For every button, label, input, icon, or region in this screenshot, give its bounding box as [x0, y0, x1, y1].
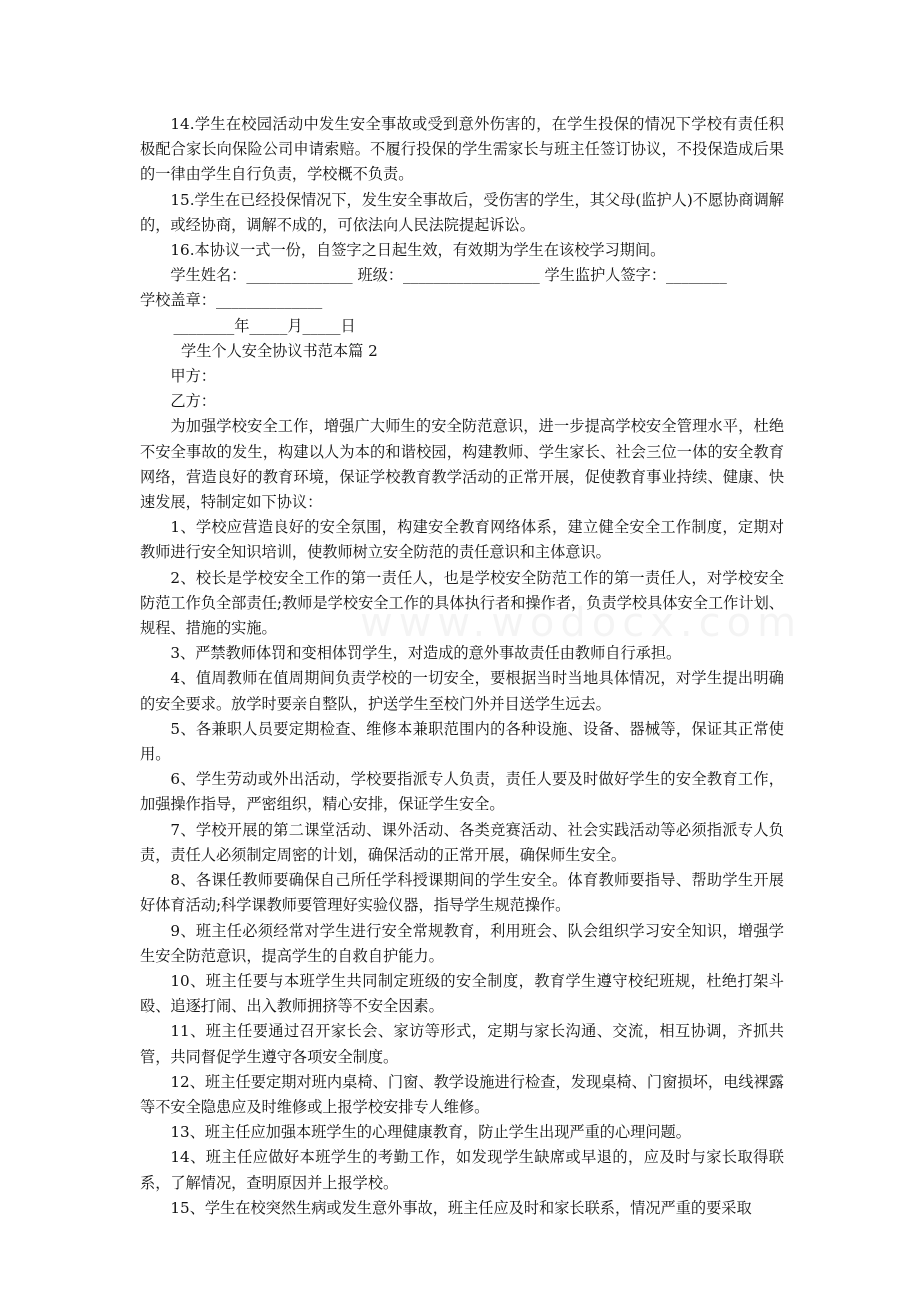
clause-15: 15.学生在已经投保情况下，发生安全事故后，受伤害的学生，其父母(监护人)不愿协商调解的，或经协商，调解不成的，可依法向人民法院提起诉讼。 — [140, 190, 784, 234]
agreement-item: 6、学生劳动或外出活动，学校要指派专人负责，责任人要及时做好学生的安全教育工作，加强操作指导，严密组织，精心安排，保证学生安全。 — [140, 770, 784, 814]
agreement-item: 2、校长是学校安全工作的第一责任人，也是学校安全防范工作的第一责任人，对学校安全防范工作负全部责任;教师是学校安全工作的具体执行者和操作者，负责学校具体安全工作计划、规程、措施的实施。 — [140, 568, 784, 638]
agreement-item: 4、值周教师在值周期间负责学校的一切安全，要根据当时当地具体情况，对学生提出明确的安全要求。放学时要亲自整队，护送学生至校门外并目送学生远去。 — [140, 669, 784, 713]
party-a-label: 甲方： — [170, 367, 216, 386]
school-seal-line: 学校盖章：______________ — [140, 291, 323, 310]
clause-14: 14.学生在校园活动中发生安全事故或受到意外伤害的，在学生投保的情况下学校有责任积极配合家长向保险公司申请索赔。不履行投保的学生需家长与班主任签订协议，不投保造成后果的一律由学生自行负责，学校概不负责。 — [140, 115, 784, 184]
agreement-item: 14、班主任应做好本班学生的考勤工作，如发现学生缺席或早退的，应及时与家长取得联系，了解情况，查明原因并上报学校。 — [140, 1148, 784, 1192]
clause-16: 16.本协议一式一份，自签字之日起生效，有效期为学生在该校学习期间。 — [170, 241, 666, 260]
agreement-item: 15、学生在校突然生病或发生意外事故，班主任应及时和家长联系，情况严重的要采取 — [170, 1198, 752, 1217]
agreement-item: 11、班主任要通过召开家长会、家访等形式，定期与家长沟通、交流，相互协调，齐抓共管，共同督促学生遵守各项安全制度。 — [140, 1022, 784, 1066]
agreement-item: 12、班主任要定期对班内桌椅、门窗、教学设施进行检查，发现桌椅、门窗损坏，电线裸露等不安全隐患应及时维修或上报学校安排专人维修。 — [140, 1072, 784, 1116]
signature-line: 学生姓名：______________ 班级：__________________ 学生监护人签字：________ — [170, 266, 727, 285]
document-body — [140, 112, 784, 1221]
date-line: ________年_____月_____日 — [173, 316, 356, 335]
agreement-item: 5、各兼职人员要定期检查、维修本兼职范围内的各种设施、设备、器械等，保证其正常使用。 — [140, 719, 784, 764]
agreement-item: 10、班主任要与本班学生共同制定班级的安全制度，教育学生遵守校纪班规，杜绝打架斗殴、追逐打闹、出入教师拥挤等不安全因素。 — [140, 971, 784, 1016]
intro-paragraph: 为加强学校安全工作，增强广大师生的安全防范意识，进一步提高学校安全管理水平，杜绝不安全事故的发生，构建以人为本的和谐校园，构建教师、学生家长、社会三位一体的安全教育网络，营造良好的教育环境，保证学校教育教学活动的正常开展，促使教育事业持续、健康、快速发展，特制定如下协议： — [140, 417, 784, 512]
section-title: 学生个人安全协议书范本篇 2 — [181, 341, 378, 360]
party-b-label: 乙方： — [170, 392, 216, 411]
agreement-item: 13、班主任应加强本班学生的心理健康教育，防止学生出现严重的心理问题。 — [170, 1123, 691, 1142]
agreement-item: 1、学校应营造良好的安全氛围，构建安全教育网络体系，建立健全安全工作制度，定期对教师进行安全知识培训，使教师树立安全防范的责任意识和主体意识。 — [140, 518, 784, 562]
agreement-item: 9、班主任必须经常对学生进行安全常规教育，利用班会、队会组织学习安全知识，增强学生安全防范意识，提高学生的自救自护能力。 — [140, 921, 784, 965]
agreement-item: 7、学校开展的第二课堂活动、课外活动、各类竞赛活动、社会实践活动等必须指派专人负责，责任人必须制定周密的计划，确保活动的正常开展，确保师生安全。 — [140, 820, 784, 864]
agreement-item: 8、各课任教师要确保自己所任学科授课期间的学生安全。体育教师要指导、帮助学生开展好体育活动;科学课教师要管理好实验仪器，指导学生规范操作。 — [140, 871, 784, 915]
agreement-item: 3、严禁教师体罚和变相体罚学生，对造成的意外事故责任由教师自行承担。 — [170, 644, 682, 663]
